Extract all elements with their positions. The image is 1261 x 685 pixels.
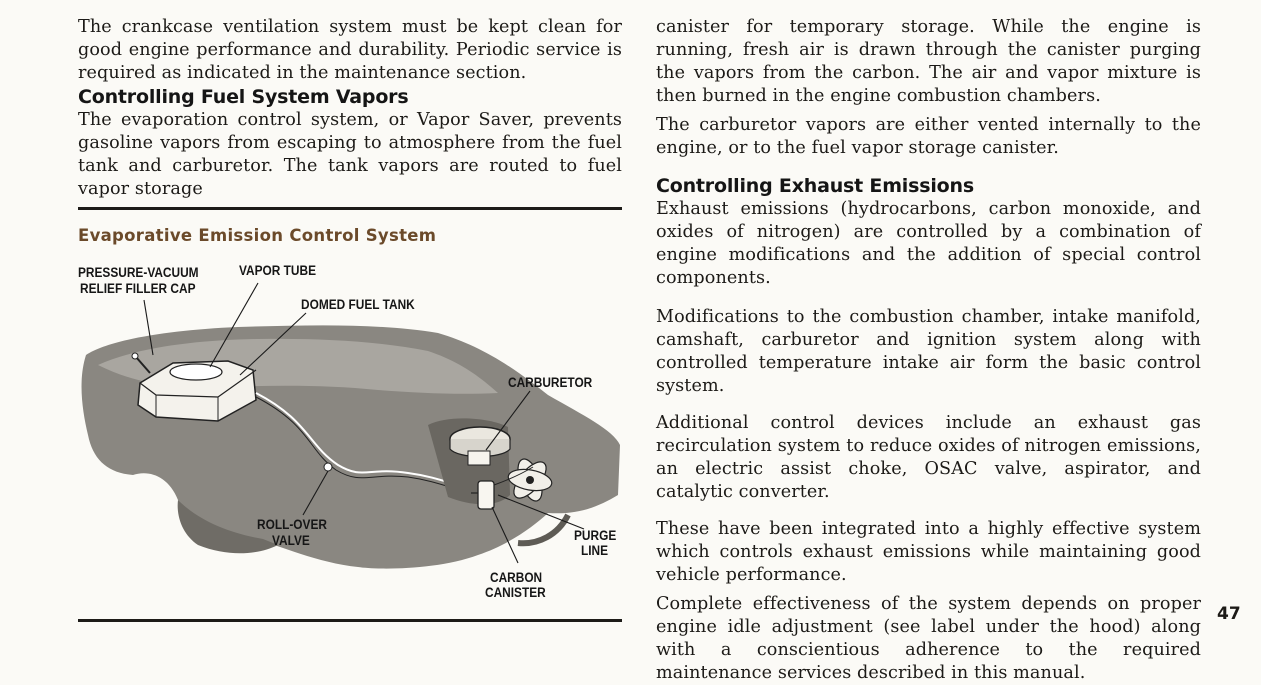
domed-fuel-tank-label: DOMED FUEL TANK — [301, 297, 415, 312]
exhaust-paragraph-3: Additional control devices include an exhaust gas recirculation system to reduce oxides of nitrogen emissions, an electric assist choke, OSAC valve, aspirator, and catalytic converter. — [656, 413, 1201, 502]
figure-bottom-rule — [78, 619, 622, 622]
exhaust-paragraph-1: Exhaust emissions (hydrocarbons, carbon monoxide, and oxides of nitrogen) are controlled by a combination of engine modifications and the addition of special control components. — [656, 199, 1201, 288]
purge-line-label-line2: LINE — [581, 543, 609, 558]
car-body-illustration — [82, 325, 620, 568]
exhaust-emissions-heading: Controlling Exhaust Emissions — [656, 175, 974, 197]
right-column — [656, 16, 1201, 685]
exhaust-paragraph-2: Modifications to the combustion chamber, intake manifold, camshaft, carburetor and ignition system along with controlled temperature intake air form the basic control system. — [656, 307, 1201, 396]
vapor-tube-label: VAPOR TUBE — [239, 263, 317, 278]
exhaust-paragraph-4: These have been integrated into a highly effective system which controls exhaust emissions while maintaining good vehicle performance. — [656, 519, 1201, 585]
filler-cap-label-line1: PRESSURE-VACUUM — [78, 265, 199, 280]
exhaust-paragraph-5: Complete effectiveness of the system depends on proper engine idle adjustment (see label under the hood) along with a conscientious adherence to the required maintenance services described in this manual. — [656, 594, 1201, 683]
carburetor-label: CARBURETOR — [508, 375, 593, 390]
carbon-canister-label-line1: CARBON — [490, 570, 543, 585]
page-number: 47 — [1217, 604, 1241, 624]
left-column — [78, 16, 622, 201]
fuel-vapors-paragraph: The evaporation control system, or Vapor Saver, prevents gasoline vapors from escaping to atmosphere from the fuel tank and carburetor. The tank vapors are routed to fuel vapor storage — [78, 110, 622, 199]
figure-top-rule — [78, 207, 622, 210]
figure-title: Evaporative Emission Control System — [78, 226, 437, 245]
rollover-valve-label-line1: ROLL-OVER — [257, 517, 327, 532]
carbon-canister-label-line2: CANISTER — [485, 585, 546, 600]
rollover-valve-label-line2: VALVE — [272, 533, 310, 548]
carburetor-vapors-paragraph: The carburetor vapors are either vented internally to the engine, or to the fuel vapor storage canister. — [656, 115, 1201, 158]
crankcase-paragraph: The crankcase ventilation system must be kept clean for good engine performance and durability. Periodic service is required as indicated in the maintenance section. — [78, 17, 622, 83]
purge-line-label-line1: PURGE — [574, 528, 617, 543]
filler-cap-label-line2: RELIEF FILLER CAP — [80, 281, 196, 296]
fuel-vapors-heading: Controlling Fuel System Vapors — [78, 86, 409, 108]
canister-continued-paragraph: canister for temporary storage. While the engine is running, fresh air is drawn through the canister purging the vapors from the carbon. The air and vapor mixture is then burned in the engine combustion chambers. — [656, 17, 1201, 106]
